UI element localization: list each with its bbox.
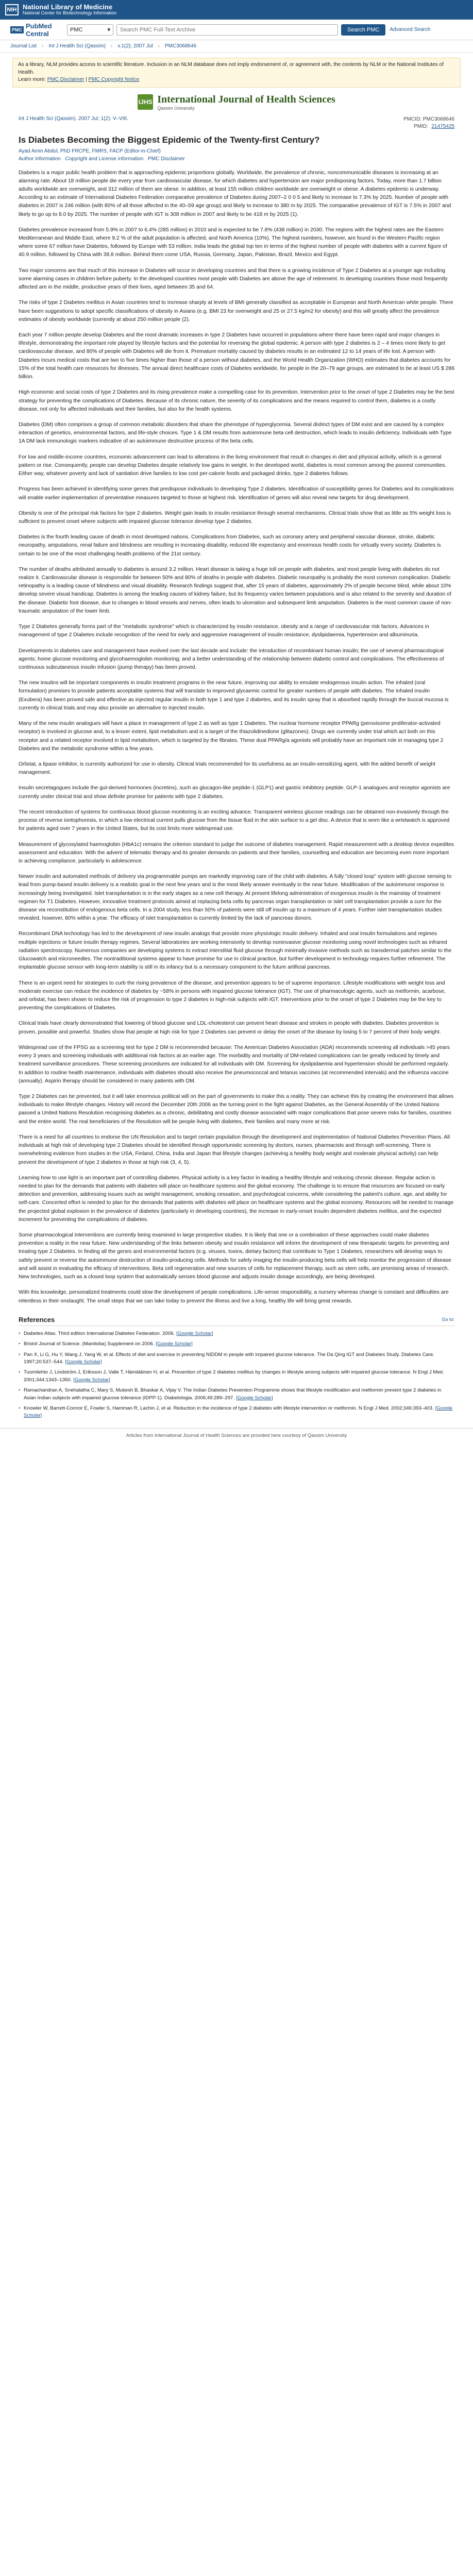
article-body xyxy=(19,169,454,1306)
body-paragraph: Diabetes (DM) often comprises a group of common metabolic disorders that share the phenotype of hyperglycemia. Several distinct types of DM exist and are caused by a complex interaction of genetics, environmental factors, and life-style choices. Type 1 & DM results from autoimmune beta cell destruction, which leads to insulin deficiency. Individuals with Type 1A DM lack immunologic markers indicative of an autoimmune destructive process of the beta cells. xyxy=(19,421,452,445)
pmc-copyright-link[interactable]: PMC Copyright Notice xyxy=(88,77,140,82)
breadcrumb-article: PMC3068646 xyxy=(164,43,197,49)
reference-item xyxy=(19,1351,454,1366)
pmid-link[interactable]: 21475425 xyxy=(431,124,454,129)
google-scholar-link[interactable]: [Google Scholar] xyxy=(65,1359,102,1365)
reference-item xyxy=(19,1405,454,1420)
breadcrumb xyxy=(0,40,473,53)
author-information-link[interactable]: Author information xyxy=(19,156,61,162)
pmc-logo-badge: PMC xyxy=(10,26,24,33)
breadcrumb-separator: › xyxy=(42,43,44,49)
references-list xyxy=(19,1330,454,1420)
advanced-search-link[interactable]: Advanced Search xyxy=(390,27,431,32)
reference-text: Knowler W, Barrett-Connor E, Fowler S, Hamman R, Lachin J, et al. Reduction in the incidence of type 2 diabetes with lifestyle intervention or metformin. N Engl J Med. 2002;346:393–403. xyxy=(24,1405,434,1411)
body-paragraph: Measurement of glycosylated haemoglobin (HbA1c) remains the criterion standard to judge the outcome of diabetes management. Rapid measurement with a desktop device expedites assessment and education. With the advent of telematic therapy and its greater demands on patients and their families, counselling and education are becoming even more important in achieving compliance, particularly in adolescence. xyxy=(19,841,454,864)
copyright-license-link[interactable]: Copyright and License information xyxy=(65,156,144,162)
breadcrumb-journal[interactable]: Int J Health Sci (Qassim) xyxy=(48,43,106,49)
nih-subtitle: National Center for Biotechnology Information xyxy=(23,10,117,16)
citation-row xyxy=(19,116,454,131)
google-scholar-link[interactable]: [Google Scholar] xyxy=(236,1395,273,1401)
database-select[interactable] xyxy=(67,24,113,36)
body-paragraph: Many of the new insulin analogues will have a place in management of type 2 as well as type 1 Diabetes. The nuclear hormone receptor PPARg (peroxisome proliferator-activated receptor) is involved in glucose and, to a lesser extent, lipid metabolism and is a target of the thiazolidinedione (glitazones). Drugs are currently under trial which act both on this receptor and a related receptor involved in lipid metabolism, which is targeted by the fibrates. These dual PPARg/a agonists will probably have an important role in managing type 2 Diabetes and the metabolic syndrome within a few years. xyxy=(19,721,444,752)
body-paragraph: There is a need for all countries to endorse the UN Resolution and to target certain population through the development and implementation of National Diabetes Prevention Plans. All individuals at high risk of developing type 2 Diabetes should be identified through opportunistic screening by doctors, nurses, pharmacists and through self-screening. There is overwhelming evidence from studies in the USA, Finland, China, India and Japan that lifestyle changes (achieving a healthy body weight and moderate physical activity) can help prevent the development of type 2 diabetes in those at high risk (3, 4, 5). xyxy=(19,1134,450,1165)
body-paragraph: Insulin secretagogues include the gut-derived hormones (incretins), such as glucagon-like peptide-1 (GLP1) and gastric inhibitory peptide. GLP-1 analogues and receptor agonists are currently under clinical trial and show definite promise for patients with type 2 diabetes. xyxy=(19,785,450,800)
journal-name-block xyxy=(157,94,335,111)
nih-title[interactable]: National Library of Medicine xyxy=(23,3,113,11)
body-paragraph: Widespread use of the FPSG as a screening test for type 2 DM is recommended because: The American Diabetes Association (ADA) recommends screening all individuals >45 years every 3 years and screening individuals with additional risk factors at an earlier age. The morbidity and mortality of DM-related complications can be greatly reduced by timely and treatment surveillance procedures. These screening procedures are indicated for all individuals with DM. Screening for dyslipidaemia and hypertension should be performed regularly. In addition to routine health maintenance, individuals with diabetes should also receive the pneumococcal and tetanus vaccines (at recommended intervals) and the influenza vaccine (annually). Aspirin therapy should be considered in many patients with DM. xyxy=(19,1044,450,1084)
nih-brand xyxy=(23,4,116,16)
references-heading xyxy=(19,1316,454,1326)
google-scholar-link[interactable]: [Google Scholar] xyxy=(73,1377,110,1383)
body-paragraph: There is an urgent need for strategies to curb the rising prevalence of the disease, and prevention appears to be of supreme importance. Lifestyle modifications with weight loss and moderate exercise can reduce the incidence of diabetes by ~58% in persons with impaired glucose tolerance (IGT). The use of pharmacologic agents, such as metformin, acarbose, and orlistat, has been shown to reduce the risk of progression to type 2 diabetes in high-risk subjects with IGT. Interventions prior to the onset of type 2 Diabetes may be the key to preventing the complications of Diabetes. xyxy=(19,980,446,1011)
body-paragraph: Learning how to use light is an important part of controlling diabetes. Physical activity is a key factor in leading a healthy lifestyle and reducing chronic disease. Regular action is needed to plan for the demands that patients with diabetes will place on healthcare systems and the global economy. The challenge is to ensure that resources are focused on early detection and prevention, addressing issues such as weight management, smoking cessation, and psychological concerns, while considering the patient's culture, age, and ability for self-care. Concerted effort is needed to plan for the demands that patients with diabetes will place on healthcare systems and the global economy. Resources will be needed to manage the projected global explosion in the prevalence of diabetes (particularly in developing countries), the increase in early-onset insulin dependent diabetes mellitus, and the expected increment for preventing the complications of diabetes. xyxy=(19,1175,454,1223)
google-scholar-link[interactable]: [Google Scholar] xyxy=(156,1341,193,1347)
reference-item xyxy=(19,1330,454,1337)
body-paragraph: The recent introduction of systems for continuous blood glucose monitoring is an exciting advance. Transparent wireless glucose readings can be obtained non-invasively through the process of reverse iontophoresis, in which a low electrical current pulls glucose from the tissue fluid in the skin surface to a gel disc. A device that is worn like a wristwatch is approved for patients aged over 7 years in the United States, but its cost limits more widespread use. xyxy=(19,809,450,832)
article-footer: Articles from International Journal of Health Sciences are provided here courtesy of Qassim University xyxy=(0,1428,473,1443)
database-select-value: PMC xyxy=(70,26,83,33)
body-paragraph: Developments in diabetes care and management have evolved over the last decade and include: the introduction of recombinant human insulin; the use of several pharmacological agents; home glucose monitoring and glycohaemoglobin monitoring; and a better understanding of the relationship between diabetic control and complications. The effectiveness of continuous subcutaneous insulin infusion (pump therapy) has been proved. xyxy=(19,648,444,670)
pmc-disclaimer-link[interactable]: PMC Disclaimer xyxy=(47,77,85,82)
pmcid: PMCID: PMC3068646 xyxy=(403,116,454,122)
reference-text: Bristol Journal of Science. (Manitoba) Supplement on 2006. xyxy=(24,1341,155,1347)
google-scholar-link[interactable]: [Google Scholar] xyxy=(24,1405,453,1419)
body-paragraph: For low and middle-income countries, economic advancement can lead to alterations in the living environment that result in changes in diet and physical activity, which is a general pattern or rise. Consequently, people can develop Diabetes despite relatively low gains in weight. In the developed world, diabetes is most common among the poorest communities. Either way, whatever poverty and lack of sanitation drive families to low cost per-calorie foods and packaged drinks, type 2 diabetes follows. xyxy=(19,454,447,477)
body-paragraph: Diabetes prevalence increased from 5.9% in 2007 to 6.4% (285 million) in 2010 and is expected to be 7.8% (438 million) in 2030. The regions with the highest rates are the Eastern Mediterranean and Middle East, where 9.2 % of the adult population is affected, and North America (10%). The highest numbers, however, are found in the Western Pacific region where some 67 million have Diabetes, followed by Europe with 53 million. India leads the global top ten in terms of the highest number of people with diabetes with a current figure of 40.9 million, followed by China with 39.8 million. Behind them come USA, Russia, Germany, Japan, Pakistan, Brazil, Mexico and Egypt. xyxy=(19,227,447,258)
notice-text: As a library, NLM provides access to scientific literature. Inclusion in an NLM database does not imply endorsement of, or agreement with, the contents by NLM or the National Institutes of Health. xyxy=(18,62,444,75)
body-paragraph: Some pharmacological interventions are currently being examined in large prospective studies. It is likely that one or a combination of these approaches could make diabetes prevention a reality in the near future. New understanding of the links between obesity and insulin resistance will inform the development of new therapeutic targets for preventing and treating type 2 Diabetes. In finding all the genes and environmental factors (e.g. viruses, toxins, dietary factors) that contribute to Type 1 Diabetes, researchers will develop ways to safely prevent or reverse the autoimmune destruction of insulin-producing cells. Methods for safely imaging the insulin-producing beta cells will help monitor the progression of disease and will assist in evaluating the efficacy of interventions. Beta cell regeneration and new sources of cells for replacement therapy, such as stem cells, are promising areas of research. New technologies, such as a closed loop system that automatically senses blood glucose and adjusts insulin dosage accordingly, are being developed. xyxy=(19,1232,451,1280)
body-paragraph: The risks of type 2 Diabetes mellitus in Asian countries tend to increase sharply at levels of BMI generally classified as acceptable in European and North American white people. There have been suggestions to adopt specific classifications of obesity in Asians (e.g. BMI 23 for overweight and 25 or 27.5 kg/m2 for obesity) and this will greatly affect the prevalence estimates of obesity worldwide (currently at about 250 million people (2). xyxy=(19,300,453,323)
goto-link[interactable]: Go to: xyxy=(442,1317,454,1323)
body-paragraph: Diabetes is a major public health problem that is approaching epidemic proportions globally. Worldwide, the prevalence of chronic, noncommunicable diseases is increasing at an alarming rate. About 18 million people die every year from cardiovascular disease, for which diabetes and hypertension are major predisposing factors. Today, more than 1.7 billion adults worldwide are overweight, and 312 million of them are obese. In addition, at least 155 million children worldwide are overweight or obese. A diabetes epidemic is underway. According to an estimate of International Diabetes Federation comparative prevalence of Diabetes during 2007–2 0 0 5 and likely to increase to 7.3% by 2025. Number of people with diabetes in 2007 is 246 million (with 80% of all those affected in the 40–59 age group) and likely to increase to 380 m by 2025. The comparative prevalence of IGT is 7.5% in 2007 and likely to go up to 8.0 by 2025. The number of people with IGT is 308 million in 2007 and likely to be 418 m by 2025 (1). xyxy=(19,170,451,217)
body-paragraph: Newer insulin and automated methods of delivery via programmable pumps are markedly improving care of the child with diabetes. A fully "closed loop" system with glucose sensing to lead from pump-based insulin delivery is a realistic goal in the next few years and is the most likely answer eventually in the near future. Modification of the autoimmune response is increasingly being investigated. Islet transplantation is in the early stages as a new cell therapy. At present lifelong administration of exogenous insulin is the mainstay of treatment regimen for T1 Diabetes. However, innovative treatment protocols aimed at replacing beta cells by pancreas organ transplantation or islet cell transplantation provide a cure for the disease via reconstitution of endogenous beta cells. In a 2004 study, less than 50% of patients were still off insulin up to a maximum of 4 years. Further islet transplantation studies revealed, however, 80% within a year. The efficacy of islet transplantation is currently limited by the lack of pancreas donors. xyxy=(19,874,452,922)
author-line[interactable]: Ayad Amin Abdul, PhD FRCPE, FMRS, FACP (Editor-in-Chief) xyxy=(19,148,161,154)
reference-text: Tuomilehto J, Lindström J, Eriksson J, Valle T, Hämäläinen H, et al. Prevention of type 2 diabetes mellitus by changes in lifestyle among subjects with impaired glucose tolerance. N Engl J Med. 2001;344:1343–1350. xyxy=(24,1369,444,1383)
body-paragraph: High economic and social costs of type 2 Diabetes and its rising prevalence make a compelling case for its prevention. Intervention prior to the onset of type 2 Diabetes may be the best strategy for preventing the complications of Diabetes. Because of its chronic nature, the severity of its complications and the means required to control them, diabetes is a costly disease, not only for affected individuals and their families, but also for the health systems. xyxy=(19,389,454,412)
body-paragraph: Each year 7 million people develop Diabetes and the most dramatic increases in type 2 Diabetes have occurred in populations where there have been rapid and major changes in lifestyle, demonstrating the important role played by lifestyle factors and the potential for reversing the global epidemic. A person with type 2 diabetes is 2 – 4 times more likely to get cardiovascular disease, and 80% of people with Diabetes will die from it. Premature mortality caused by diabetes results in an estimated 12 to 14 years of life lost. A person with Diabetes incurs medical costs that are two to five times higher than those of a person without diabetes, and the World Health Organization (WHO) estimates that diabetes accounts for 15% of the total health care resources for illnesses. The annual direct healthcare costs of Diabetes worldwide, for people in the 20–79 age groups, are estimated to be at least US $ 286 billion. xyxy=(19,332,454,380)
disclaimer-notice: As a library, NLM provides access to scientific literature. Inclusion in an NLM database does not imply endorsement of, or agreement with, the contents by NLM or the National Institutes of Health. Learn more: PMC Disclaimer | PMC Copyright Notice xyxy=(12,58,461,88)
breadcrumb-journal-list[interactable]: Journal List xyxy=(10,43,37,49)
journal-title: International Journal of Health Sciences xyxy=(157,93,335,105)
notice-learn-more: Learn more: xyxy=(18,77,46,82)
reference-item xyxy=(19,1369,454,1384)
body-paragraph: Type 2 Diabetes can be prevented, but it will take enormous political will on the part of governments to make this a reality. They can achieve this by creating the environment that allows individuals to make lifestyle changes. History will record the December 20th 2006 as the turning point in the fight against Diabetes, as the General Assembly of the United Nations passed a United Nations Resolution recognising diabetes as a chronic, debilitating and costly disease associated with major complications that pose severe risks for families, countries and the entire world. The real beneficiaries of the Resolution will be people living with diabetes, their families and many more at risk. xyxy=(19,1093,454,1125)
article-info-links xyxy=(19,156,454,162)
body-paragraph: The number of deaths attributed annually to diabetes is around 3.2 million. Heart disease is taking a huge toll on people with diabetes, and most people living with diabetes do not realize it. Cardiovascular disease is responsible for between 50% and 80% of deaths in people with diabetes. Diabetic neuropathy is probably the most common complication. Diabetic retinopathy is a leading cause of blindness and visual disability. Research findings suggest that, after 15 years of diabetes, approximately 2% of people become blind, while about 10% develop severe visual handicap. Diabetes is among the leading causes of kidney failure, but its frequency varies between populations and is also related to the severity and duration of the disease. Diabetic foot disease, due to changes in blood vessels and nerves, often leads to ulceration and subsequent limb amputation. Diabetes is the most common cause of non-traumatic amputation of the lower limb. xyxy=(19,566,452,614)
article xyxy=(0,116,473,1420)
journal-banner[interactable] xyxy=(0,94,473,111)
article-title: Is Diabetes Becoming the Biggest Epidemic of the Twenty-first Century? xyxy=(19,134,320,145)
journal-logo: IJHS xyxy=(138,94,153,110)
body-paragraph: Orlistat, a lipase inhibitor, is currently authorized for use in obesity. Clinical trials recommended for its usefulness as an insulin-sensitizing agent, with the added benefit of weight management. xyxy=(19,761,435,776)
body-paragraph: The new insulins will be important components in insulin treatment programs in the near future, improving our ability to emulate endogenous insulin action. The inhaled (oral formulation) promises to provide patients acceptable systems that will translate to improved glycaemic control for greater numbers of people with diabetes. The inhaled insulin (Exubera) has been proved safe and effective as injected regular insulin in both type 1 and type 2 diabetes, and its insulin spray that is absorbed rapidly through the buccal mucosa is currently in clinical trials and may also provide an alternative to injected insulin. xyxy=(19,680,449,711)
breadcrumb-issue[interactable]: v.1(2); 2007 Jul xyxy=(117,43,153,49)
reference-text: Ramachandran A, Snehalatha C, Mary S, Mukesh B, Bhaskar A, Vijay V. The Indian Diabetes Prevention Programme shows that lifestyle modification and metformin prevent type 2 diabetes in Asian Indian subjects with impaired glucose tolerance (IDPP-1). Diabetologia. 2006;49:289–297. xyxy=(24,1387,442,1401)
breadcrumb-separator: › xyxy=(111,43,113,49)
google-scholar-link[interactable]: [Google Scholar] xyxy=(176,1330,213,1336)
body-paragraph: Obesity is one of the principal risk factors for type 2 diabetes. Weight gain leads to insulin resistance through several mechanisms. Clinical trials show that as little as 5% weight loss is sufficient to prevent onset where subjects with impaired glucose tolerance develop type 2 diabetes. xyxy=(19,510,451,524)
nih-logo[interactable]: NIH xyxy=(5,4,19,15)
breadcrumb-separator: › xyxy=(158,43,160,49)
pmid-label: PMID: xyxy=(413,124,428,129)
reference-text: Pan X, Li G, Hu Y, Wang J, Yang W, et al. Effects of diet and exercise in preventing NIDDM in people with impaired glucose tolerance. The Da Qing IGT and Diabetes Study. Diabetes Care. 1997;20:537–544. xyxy=(24,1351,435,1365)
citation-text[interactable]: Int J Health Sci (Qassim). 2007 Jul; 1(2): V–VIII. xyxy=(19,115,128,122)
article-ids xyxy=(403,116,454,131)
pmc-logo[interactable] xyxy=(10,22,67,38)
nih-banner xyxy=(0,0,473,20)
body-paragraph: Clinical trials have clearly demonstrated that lowering of blood glucose and LDL-cholesterol can prevent heart disease and strokes in people with diabetes. Diabetes prevention is proven, possible and powerful. Studies show that people at high risk for type 2 Diabetes can prevent or delay the onset of the disease by losing 5 to 7 percent of their body weight. xyxy=(19,1021,441,1035)
search-bar xyxy=(0,20,473,40)
search-button[interactable]: Search PMC xyxy=(341,24,385,36)
body-paragraph: With this knowledge, personalized treatments could slow the development of people complications. Life-sense responsibility, a nursery whereas change is constant and difficulties are relentless in their onslaught. The small steps that we can take today to prevent the illness and live a long, healthy life will bring great rewards. xyxy=(19,1290,449,1304)
journal-subtitle: Qassim University xyxy=(157,105,195,111)
reference-item xyxy=(19,1387,454,1402)
references-title: References xyxy=(19,1315,55,1324)
pmc-logo-text: PubMed Central xyxy=(26,22,52,38)
body-paragraph: Recombinant DNA technology has led to the development of new insulin analogs that provide more physiologic insulin delivery. Inhaled and oral insulin formulations and regimes multiple injections or future insulin therapy regimes. Several laboratories are working intensively to develop noninvasive glucose monitoring using novel technologies such as infrared radiation spectroscopy. Numerous companies are developing systems to extract interstitial fluid glucose through minimally invasive methods such as transdermal patches similar to the Glucowatch and microneedles. The nontraditional systems appear to have promise for use in clinical practice, but further development in technology requires further refinement. The implantable glucose sensor with long-term stability is still in its infancy but is a necessary component to the future artificial pancreas. xyxy=(19,931,452,971)
body-paragraph: Type 2 Diabetes generally forms part of the "metabolic syndrome" which is characterized by insulin resistance, obesity and a range of cardiovascular risk factors. Advances in management of type 2 Diabetes include recognition of the need for early and aggressive management of insulin resistance, dyslipidaemia, hypertension and albuminuria. xyxy=(19,624,429,638)
body-paragraph: Diabetes is the fourth leading cause of death in most developed nations. Complications from Diabetes, such as coronary artery and peripheral vascular disease, stroke, diabetic neuropathy, amputations, renal failure and blindness are resulting in increasing disability, reduced life expectancy and enormous health costs for virtually every society. Diabetes is certain to be one of the most challenging health problems of the 21st century. xyxy=(19,534,441,557)
body-paragraph: Two major concerns are that much of this increase in Diabetes will occur in developing countries and that there is a growing incidence of Type 2 Diabetes at a younger age including some alarming cases in children before puberty. In the developed countries most people with Diabetes are above the age of retirement. In developing countries those most frequently affected are in the middle, productive years of their lives, aged between 35 and 64. xyxy=(19,267,448,291)
reference-item xyxy=(19,1341,454,1348)
pmid-row xyxy=(403,123,454,131)
reference-text: Diabetes Atlas. Third edition International Diabetes Federation. 2006. xyxy=(24,1330,175,1336)
body-paragraph: Progress has been achieved in identifying some genes that predispose individuals to developing Type 2 diabetes. Identification of susceptibility genes for Diabetes and its complications will enable earlier implementation of preventative measures targeted to those at highest risk. Identification of genes will also reveal new targets for drug development. xyxy=(19,486,454,501)
pmc-disclaimer-link[interactable]: PMC Disclaimer xyxy=(148,156,185,162)
chevron-down-icon: ▾ xyxy=(107,27,110,33)
search-input[interactable] xyxy=(116,24,338,36)
